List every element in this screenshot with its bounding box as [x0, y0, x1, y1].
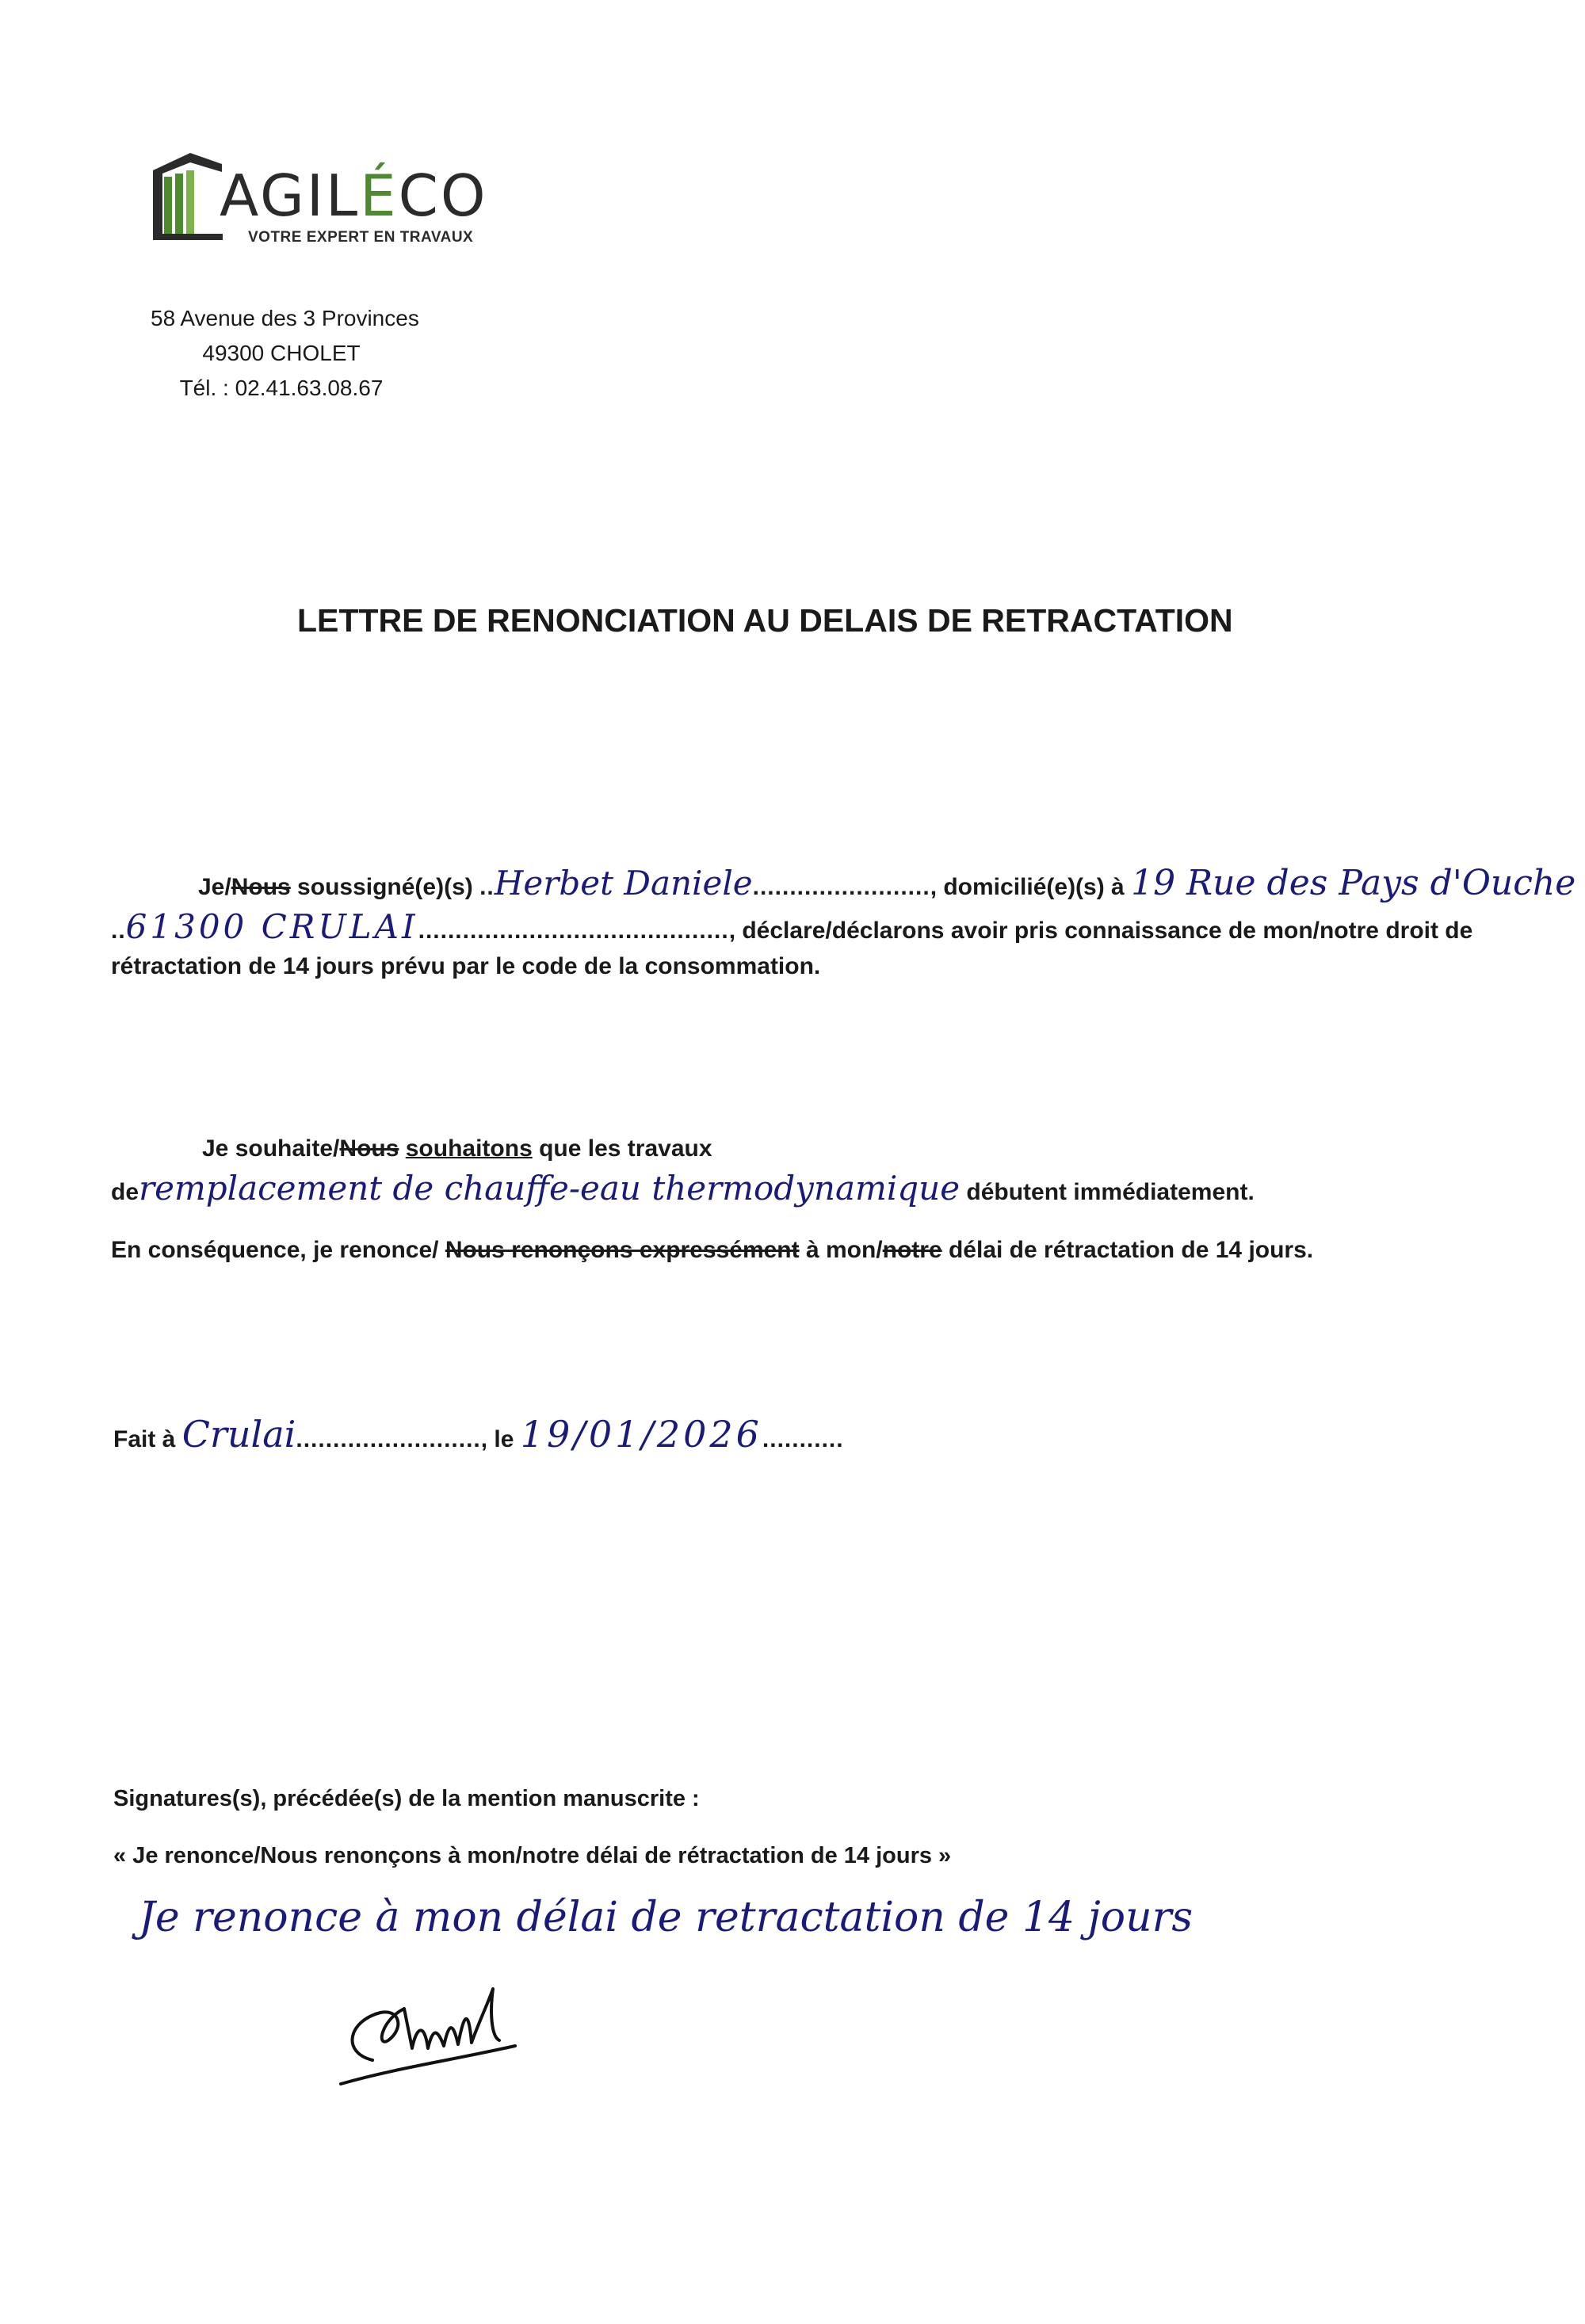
para2-line3: En conséquence, je renonce/ Nous renonçons expressément à mon/notre délai de rétractation de 14 jours. — [111, 1237, 1314, 1263]
struck-nous: Nous — [231, 874, 291, 900]
struck-souhaitons: souhaitons — [405, 1135, 533, 1162]
signatures-heading: Signatures(s), précédée(s) de la mention manuscrite : — [113, 1786, 700, 1811]
signature — [325, 1973, 531, 2092]
signatures-mention: « Je renonce/Nous renonçons à mon/notre délai de rétractation de 14 jours » — [113, 1843, 952, 1868]
para2-line1: Je souhaite/Nous souhaitons que les travaux — [202, 1135, 712, 1162]
handwritten-date: 19/01/2026 — [520, 1413, 762, 1456]
struck-nous-2: Nous — [339, 1135, 399, 1162]
address-phone: Tél. : 02.41.63.08.67 — [179, 376, 384, 400]
company-logo — [147, 147, 519, 250]
handwritten-address-line1: 19 Rue des Pays d'Ouche — [1131, 863, 1576, 903]
para1-line1: Je/Nous soussigné(e)(s) ..Herbet Daniele........................, domicilié(e)(s) à 19 Rue des Pays d'Ouche — [198, 863, 1576, 903]
struck-nous-renoncons: Nous renonçons expressément — [445, 1237, 800, 1263]
handwritten-address-line2: 61300 CRULAI — [125, 907, 418, 946]
handwritten-works: remplacement de chauffe-eau thermodynamique — [139, 1169, 961, 1208]
handwritten-mention: Je renonce à mon délai de retractation de 14 jours — [139, 1894, 1194, 1941]
struck-notre: notre — [882, 1237, 942, 1263]
para2-line2: deremplacement de chauffe-eau thermodynamique débutent immédiatement. — [111, 1169, 1255, 1208]
handwritten-place: Crulai — [181, 1413, 296, 1456]
company-address — [151, 301, 419, 406]
brand-name: AGILÉCO — [220, 162, 488, 229]
para1-line2: ..61300 CRULAI.........................................., déclare/déclarons avoir pris connaissance de mon/notre droit de — [111, 907, 1473, 946]
signature-scribble-icon — [325, 1973, 531, 2092]
address-street: 58 Avenue des 3 Provinces — [151, 306, 419, 330]
handwritten-name: Herbet Daniele — [494, 864, 753, 903]
para1-line3: rétractation de 14 jours prévu par le code de la consommation. — [111, 953, 821, 979]
address-city: 49300 CHOLET — [202, 341, 361, 365]
place-date-line: Fait à Crulai........................., le 19/01/2026........... — [113, 1413, 844, 1456]
brand-tagline: VOTRE EXPERT EN TRAVAUX — [248, 229, 474, 246]
building-logo-icon — [147, 147, 226, 242]
document-title: LETTRE DE RENONCIATION AU DELAIS DE RETRACTATION — [297, 602, 1233, 639]
